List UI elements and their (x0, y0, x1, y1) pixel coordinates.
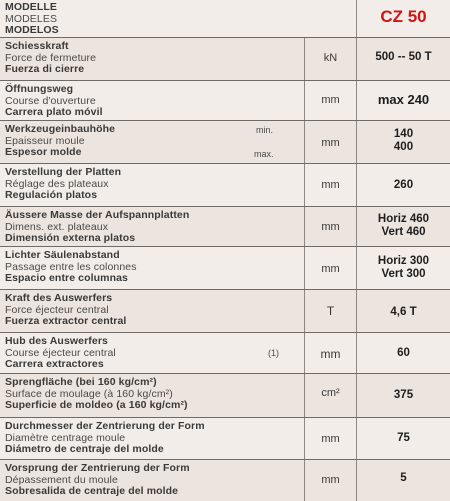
value-line: Vert 460 (381, 226, 426, 238)
spec-row-platen-adjustment (0, 164, 450, 207)
header-label-es: MODELOS (5, 24, 59, 36)
label-de: Sprengfläche (bei 160 kg/cm²) (5, 376, 157, 388)
label-de: Verstellung der Platten (5, 166, 122, 178)
value (357, 93, 450, 106)
label-de: Vorsprung der Zentrierung der Form (5, 462, 190, 474)
label-es: Carrera plato móvil (5, 106, 103, 118)
label-es: Carrera extractores (5, 358, 104, 370)
qualifier-max: max. (254, 149, 274, 159)
spec-row-opening-stroke (0, 81, 450, 121)
value (357, 51, 450, 64)
label-fr: Course d'ouverture (5, 94, 96, 107)
row-labels (5, 84, 305, 119)
row-labels (5, 336, 305, 371)
value (357, 432, 450, 445)
row-labels (5, 377, 305, 412)
label-fr: Epaisseur moule (5, 134, 85, 147)
value-line: Vert 300 (381, 268, 426, 280)
row-labels (5, 463, 305, 498)
label-de: Äussere Masse der Aufspannplatten (5, 209, 190, 221)
label-de: Durchmesser der Zentrierung der Form (5, 420, 205, 432)
header-label-fr: MODELES (5, 12, 58, 25)
value (357, 306, 450, 319)
unit: kN (323, 52, 338, 64)
value (357, 389, 450, 402)
spec-row-moulding-surface (0, 374, 450, 418)
unit: mm (321, 433, 340, 445)
value-line: 375 (393, 389, 414, 401)
header-label-de: MODELLE (5, 1, 58, 13)
label-fr: Passage entre les colonnes (5, 260, 137, 273)
value-line: 5 (400, 472, 407, 484)
label-es: Regulación platos (5, 189, 98, 201)
value (357, 347, 450, 360)
unit: mm (321, 179, 340, 191)
value (357, 255, 450, 281)
label-fr: Diamètre centrage moule (5, 431, 126, 444)
spec-row-centering-projection (0, 460, 450, 501)
spec-row-centering-diameter (0, 418, 450, 460)
unit: T (326, 304, 335, 318)
header-labels (5, 2, 305, 37)
spec-row-ejector-stroke (0, 333, 450, 374)
label-de: Öffnungsweg (5, 83, 74, 95)
row-labels (5, 293, 305, 328)
label-de: Schiesskraft (5, 40, 69, 52)
unit: cm² (321, 387, 340, 399)
row-labels (5, 41, 305, 76)
qualifier-min: min. (256, 125, 274, 135)
label-de: Werkzeugeinbauhöhe (5, 123, 116, 135)
header-row (0, 0, 450, 38)
label-es: Espesor molde (5, 146, 82, 158)
label-de: Hub des Auswerfers (5, 335, 108, 347)
spec-row-ejector-force (0, 290, 450, 333)
unit: mm (321, 474, 340, 486)
label-fr: Dépassement du moule (5, 473, 118, 486)
label-es: Diámetro de centraje del molde (5, 443, 164, 455)
label-es: Sobresalida de centraje del molde (5, 485, 179, 497)
row-labels (5, 421, 305, 456)
value-line: 140 (393, 128, 414, 140)
spec-row-tie-bar-distance (0, 247, 450, 290)
unit: mm (320, 347, 341, 361)
label-es: Superficie de moldeo (a 160 kg/cm²) (5, 399, 188, 411)
label-es: Dimensión externa platos (5, 232, 136, 244)
spec-row-clamping-force (0, 38, 450, 81)
value-line: 60 (397, 347, 410, 359)
spec-row-mould-thickness (0, 121, 450, 164)
value (357, 179, 450, 192)
label-de: Kraft des Auswerfers (5, 292, 113, 304)
unit: mm (321, 221, 340, 233)
label-es: Espacio entre columnas (5, 272, 128, 284)
label-fr: Course éjecteur central (5, 346, 116, 359)
label-fr: Réglage des plateaux (5, 177, 109, 190)
model-name: CZ 50 (380, 7, 427, 26)
unit: mm (321, 94, 340, 106)
value (357, 213, 450, 239)
value (357, 128, 450, 154)
row-labels (5, 250, 305, 285)
value-line: Horiz 300 (377, 255, 430, 267)
value-line: 500 -- 50 T (375, 51, 432, 63)
label-es: Fuerza extractor central (5, 315, 127, 327)
value-line: 75 (397, 432, 410, 444)
unit: mm (321, 137, 340, 149)
label-de: Lichter Säulenabstand (5, 249, 120, 261)
value-line: Horiz 460 (377, 213, 430, 225)
value-line: 400 (393, 141, 414, 153)
value-line: 260 (393, 179, 414, 191)
label-fr: Dimens. ext. plateaux (5, 220, 109, 233)
row-labels (5, 167, 305, 202)
unit: mm (321, 263, 340, 275)
label-fr: Force éjecteur central (5, 303, 109, 316)
label-fr: Surface de moulage (à 160 kg/cm²) (5, 387, 173, 400)
value (357, 472, 450, 485)
spec-row-platen-dimensions (0, 207, 450, 247)
row-labels (5, 210, 305, 245)
footnote-marker: (1) (268, 348, 279, 358)
value-line: max 240 (377, 92, 430, 107)
value-line: 4,6 T (390, 306, 417, 318)
label-es: Fuerza di cierre (5, 63, 85, 75)
label-fr: Force de fermeture (5, 51, 97, 64)
